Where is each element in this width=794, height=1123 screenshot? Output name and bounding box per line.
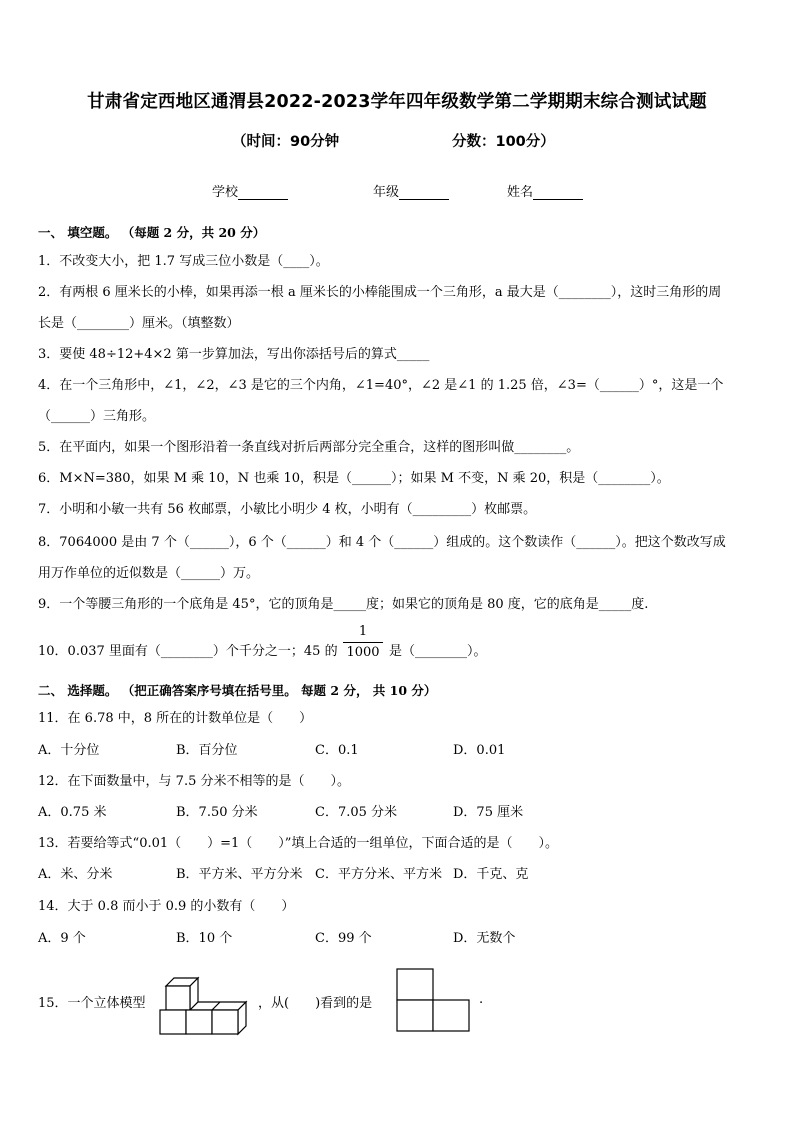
- q11-option-c: C．0.1: [315, 743, 359, 758]
- fraction-denominator: 1000: [346, 645, 380, 660]
- question-5: 5．在平面内，如果一个图形沿着一条直线对折后两部分完全重合，这样的图形叫做________。: [38, 440, 580, 455]
- question-13: 13．若要给等式“0.01（ ）=1（ ）”填上合适的一组单位，下面合适的是（ ）。: [38, 836, 558, 851]
- grade-label: 年级: [373, 185, 400, 200]
- question-4-line-2: （______）三角形。: [38, 409, 156, 424]
- question-8-line-1: 8．7064000 是由 7 个（______），6 个（______）和 4 个（______）组成的。这个数读作（______）。把这个数改写成: [38, 535, 726, 550]
- name-blank: [533, 185, 583, 200]
- question-15-part-2: ，从( )看到的是: [258, 996, 373, 1011]
- fraction-one-thousandth: [343, 624, 383, 660]
- question-15-part-1: 15．一个立体模型: [38, 996, 146, 1011]
- q14-option-c: C．99 个: [315, 931, 372, 946]
- question-7: 7．小明和小敏一共有 56 枚邮票，小敏比小明少 4 枚，小明有（_________）枚邮票。: [38, 502, 537, 517]
- question-10-part-2: 是（________）。: [389, 644, 487, 659]
- grade-field: [373, 181, 449, 200]
- q11-option-d: D．0.01: [453, 743, 506, 758]
- school-blank: [238, 185, 288, 200]
- q14-option-b: B．10 个: [176, 931, 233, 946]
- q13-option-a: A．米、分米: [38, 867, 113, 882]
- question-8-line-2: 用万作单位的近似数是（______）万。: [38, 566, 260, 581]
- question-2-line-1: 2．有两根 6 厘米长的小棒，如果再添一根 a 厘米长的小棒能围成一个三角形，a 最大是（________），这时三角形的周: [38, 285, 722, 300]
- question-12: 12．在下面数量中，与 7.5 分米不相等的是（ ）。: [38, 774, 350, 789]
- exam-title: 甘肃省定西地区通渭县2022-2023学年四年级数学第二学期期末综合测试试题: [87, 92, 707, 112]
- question-3: 3．要使 48÷12+4×2 第一步算加法，写出你添括号后的算式_____: [38, 347, 430, 362]
- cube-model-figure: [158, 968, 250, 1036]
- section-choice-heading: 二、 选择题。 （把正确答案序号填在括号里。 每题 2 分， 共 10 分）: [38, 683, 437, 698]
- school-field: [212, 181, 288, 200]
- question-11: 11．在 6.78 中，8 所在的计数单位是（ ）: [38, 711, 313, 726]
- question-9: 9．一个等腰三角形的一个底角是 45°，它的顶角是_____度；如果它的顶角是 80 度，它的底角是_____度.: [38, 597, 649, 612]
- fraction-bar: [343, 642, 383, 643]
- q11-option-b: B．百分位: [176, 743, 238, 758]
- q12-option-d: D．75 厘米: [453, 805, 524, 820]
- q13-option-c: C．平方分米、平方米: [315, 867, 442, 882]
- fraction-numerator: 1: [358, 624, 368, 639]
- view-shape-figure: [396, 968, 470, 1032]
- q14-option-a: A．9 个: [38, 931, 86, 946]
- q14-option-d: D．无数个: [453, 931, 516, 946]
- school-label: 学校: [212, 185, 239, 200]
- q11-option-a: A．十分位: [38, 743, 100, 758]
- q13-option-d: D．千克、克: [453, 867, 529, 882]
- total-score: 分数：100分）: [452, 134, 555, 150]
- q12-option-b: B．7.50 分米: [176, 805, 258, 820]
- question-14: 14．大于 0.8 而小于 0.9 的小数有（ ）: [38, 899, 295, 914]
- question-15-period: .: [479, 992, 484, 1007]
- question-6: 6．M×N=380，如果 M 乘 10，N 也乘 10，积是（______）；如果 M 不变，N 乘 20，积是（________）。: [38, 471, 670, 486]
- name-field: [507, 181, 583, 200]
- q13-option-b: B．平方米、平方分米: [176, 867, 303, 882]
- grade-blank: [399, 185, 449, 200]
- question-10-part-1: 10．0.037 里面有（________）个千分之一；45 的: [38, 644, 338, 659]
- q12-option-a: A．0.75 米: [38, 805, 107, 820]
- question-1: 1．不改变大小，把 1.7 写成三位小数是（____）。: [38, 254, 329, 269]
- question-2-line-2: 长是（________）厘米。（填整数）: [38, 316, 240, 331]
- q12-option-c: C．7.05 分米: [315, 805, 398, 820]
- name-label: 姓名: [507, 185, 534, 200]
- section-fill-in-heading: 一、 填空题。 （每题 2 分，共 20 分）: [38, 225, 266, 240]
- time-limit: （时间：90分钟: [232, 134, 340, 150]
- question-4-line-1: 4．在一个三角形中，∠1，∠2，∠3 是它的三个内角，∠1=40°，∠2 是∠1 的 1.25 倍，∠3=（______）°，这是一个: [38, 378, 724, 393]
